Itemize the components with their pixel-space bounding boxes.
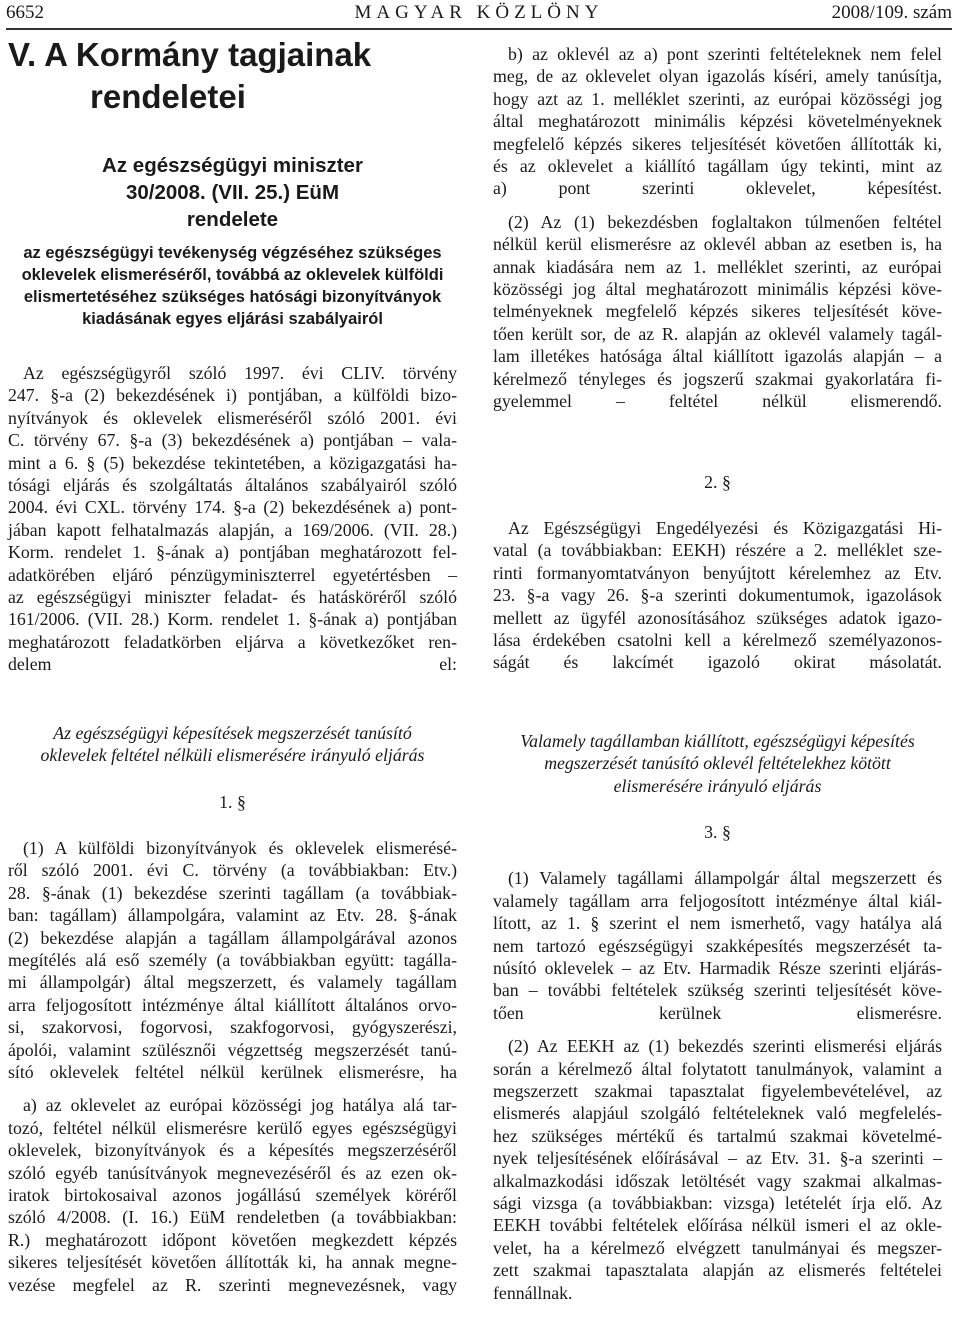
decree-header: Az egészségügyi miniszter 30/2008. (VII. 25.) EüM rendelete — [102, 154, 363, 231]
decree-subject: az egészségügyi tevékenység végzéséhez szükséges oklevelek elismeréséről, továbbá az oklevelek külföldi elismertetéséhez szükséges hatósági bizonyítványok kiadásának egyes eljárási szabályairól — [21, 244, 444, 328]
section-3-para-1: (1) Valamely tagállami állampolgár által megszerzett és valamely tagállam arra feljogosított intézménye által kiál- lított, az 1. § szerint el nem ismerhető, vagy hatálya alá nem tartozó egészségügyi szakképesítés megszerzését ta- núsító oklevelek – az Etv. Harmadik Része szerinti eljárás- ban – további feltételek szükség szerinti teljesítését köve- tően kerülnek elismerésre. — [493, 868, 942, 1023]
section-1-para-1: (1) A külföldi bizonyítványok és oklevelek elismerésé- ről szóló 2001. évi C. törvény (a továbbiakban: Etv.) 28. §-ának (1) bekezdése szerinti tagállam (a továbbiak- ban: tagállam) állampolgára, valamint az Etv. 28. §-ának (2) bekezdése alapján a tagállam állampolgárával azonos megítélés alá eső személy (a továbbiakban együtt: tagálla- mi állampolgár) által megszerzett, és valamely tagállam arra feljogosított intézménye által kiállított általános orvo- si, szakorvosi, fogorvosi, szakfogorvosi, gyógyszerészi, ápolói, valamint szülésznői végzettség megszerzését tanú- sító oklevelek feltétel nélkül kerülnek elismerésre, ha — [8, 837, 457, 1082]
section-3-para-2: (2) Az EEKH az (1) bekezdés szerinti elismerési eljárás során a kérelmező által folytatott tanulmányok, valamint a megszerzett szakmai tapasztalat figyelembevételével, az elismerés alapjául szolgáló feltételeknek való megfelelés- hez szükséges mértékű és tartalmú szakmai követelmé- nyek teljesítésének előírásával – az Etv. 31. §-a szerinti – alkalmazkodási időszak letöltését vagy szakmai alkalmas- sági vizsga (a továbbiakban: vizsga) letételét írja elő. Az EEKH további feltételek előírása nélkül ismeri el az okle- velet, ha a kérelmező elvégzett tanulmányai és megszer- zett szakmai tapasztalata alapján az elismerés feltételei fennállnak. — [493, 1036, 942, 1303]
issue-number: 2008/109. szám — [831, 2, 952, 23]
section-1-point-b: b) az oklevél az a) pont szerinti feltételeknek nem felel meg, de az oklevelet olyan igazolás kíséri, amely tanúsítja, hogy azt az 1. melléklet szerinti, az európai közösségi jog által meghatározott minimális képzési követelményeknek megfelelő képzés sikeres teljesítését követően állították ki, és az oklevelet a kiállító tagállam úgy tekinti, mint az a) pont szerinti oklevelet, képesítést. — [493, 44, 942, 199]
journal-title: MAGYAR KÖZLÖNY — [354, 2, 604, 23]
page-number: 6652 — [6, 2, 44, 23]
right-column — [493, 0, 942, 1304]
section-1-point-a: a) az oklevelet az európai közösségi jog hatálya alá tar- tozó, feltétel nélkül elismerésre kerülő egyes egészségügyi oklevelek, bizonyítványok és a képesítés megszerzéséről szóló egyéb tanúsítványok megnevezéséről és az ezen ok- iratok birtokosaival azonos jogállású személyek köréről szóló 4/2008. (I. 16.) EüM rendeletben (a továbbiakban: R.) meghatározott időpont követően megkezdett képzés sikeres teljesítését követően állították ki, ha annak megne- vezése megfelel az R. szerinti megnevezésnek, vagy — [8, 1095, 457, 1295]
section-3-mark: 3. § — [704, 821, 731, 842]
chapter-heading: Az egészségügyi képesítések megszerzését tanúsító oklevelek feltétel nélküli elismerésére irányuló eljárás — [40, 722, 425, 766]
section-1-para-2: (2) Az (1) bekezdésben foglaltakon túlmenően feltétel nélkül kerül elismerésre az oklevél abban az esetben is, ha annak kiadására nem az 1. melléklet szerinti, az európai közösségi jog által meghatározott minimális képzési köve- telményeknek megfelelő képzés sikeres teljesítését köve- tően került sor, de az R. alapján az oklevél valamely tagál- lam illetékes hatósága által kiállított igazolás alapján – a kérelmező tényleges és jogszerű szakmai gyakorlatára fi- gyelemmel – feltétel nélkül elismerendő. — [493, 211, 942, 412]
section-2-mark: 2. § — [704, 471, 731, 492]
section-2-text: Az Egészségügyi Engedélyezési és Közigazgatási Hi- vatal (a továbbiakban: EEKH) részére a 2. melléklet sze- rinti formanyomtatványon benyújtott kérelemhez az Etv. 23. §-a vagy 26. §-a szerinti dokumentumok, igazolások mellett az ügyfél azonosításához szükséges adatok igazo- lása érdekében csatolni kell a kérelmező személyazonos- ságát és lakcímét igazoló okirat másolatát. — [493, 517, 942, 673]
section-1-mark: 1. § — [219, 791, 246, 812]
section-title: V. A Kormány tagjainak rendeletei — [8, 36, 372, 115]
preamble: Az egészségügyről szóló 1997. évi CLIV. törvény 247. §-a (2) bekezdésének i) pontjában, a külföldi bizo- nyítványok és oklevelek elismeréséről szóló 2001. évi C. törvény 67. §-a (3) bekezdésének a) pontjában – vala- mint a 6. § (5) bekezdése tekintetében, a közigazgatási ha- tósági eljárás és szolgáltatás általános szabályairól szóló 2004. évi CXL. törvény 174. §-a (2) bekezdésének a) pont- jában kapott felhatalmazás alapján, a 169/2006. (VII. 28.) Korm. rendelet 1. §-ának a) pontjában meghatározott fel- adatkörében eljáró pénzügyminiszterrel egyetértésben – az egészségügyi miniszter feladat- és hatásköréről szóló 161/2006. (VII. 28.) Korm. rendelet 1. §-ának a) pontjában meghatározott feladatkörben eljárva a következőket ren- delem el: — [8, 363, 457, 675]
left-column — [8, 0, 457, 1296]
chapter-heading-2: Valamely tagállamban kiállított, egészségügyi képesítés megszerzését tanúsító oklevél feltételekhez kötött elismerésére irányuló eljárás — [520, 730, 915, 796]
